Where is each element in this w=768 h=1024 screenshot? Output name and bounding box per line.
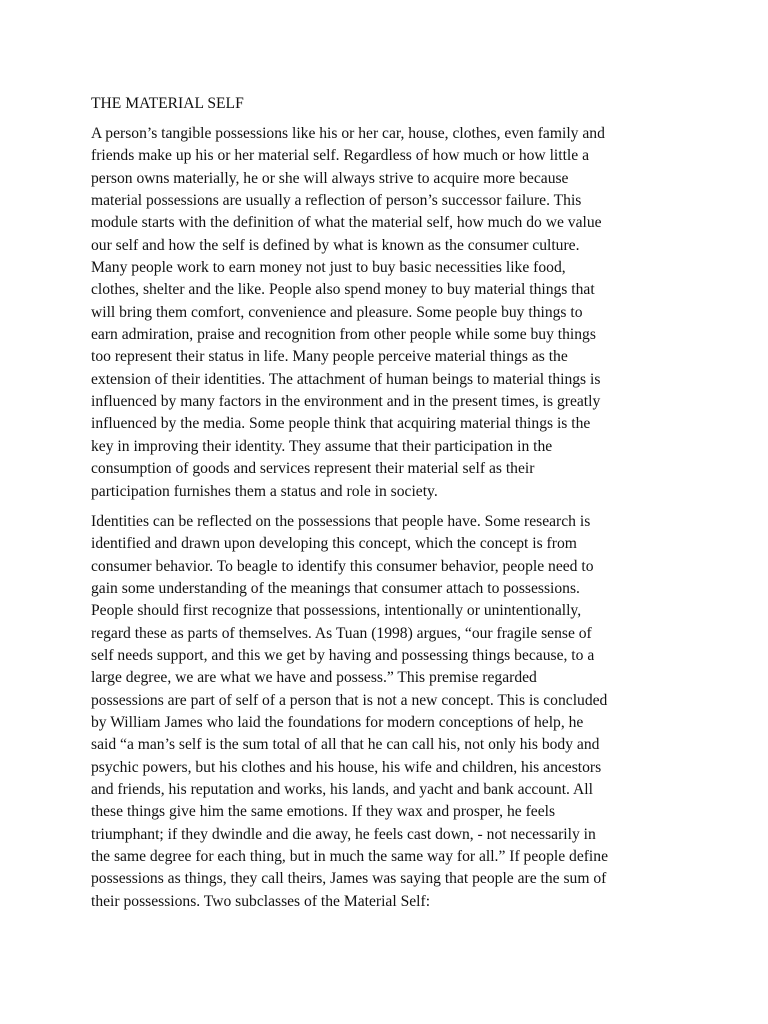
text-line: by William James who laid the foundations for modern conceptions of help, he [91,713,584,731]
text-line: will bring them comfort, convenience and pleasure. Some people buy things to [91,303,583,321]
text-line: said “a man’s self is the sum total of all that he can call his, not only his body and [91,736,600,754]
text-line: People should first recognize that possessions, intentionally or unintentionally, [91,602,582,620]
text-line: and friends, his reputation and works, his lands, and yacht and bank account. All [91,780,593,798]
text-line: identified and drawn upon developing this concept, which the concept is from [91,535,577,553]
text-line: material possessions are usually a reflection of person’s successor failure. This [91,192,582,210]
text-line: module starts with the definition of what the material self, how much do we value [91,214,602,232]
text-line: A person’s tangible possessions like his or her car, house, clothes, even family and [91,125,605,142]
text-line: our self and how the self is defined by what is known as the consumer culture. [91,236,580,254]
text-line: person owns materially, he or she will always strive to acquire more because [91,169,569,187]
paragraph-2 [91,511,681,913]
paragraphs-container [91,123,681,913]
document-title: THE MATERIAL SELF [91,95,244,112]
text-line: influenced by many factors in the environment and in the present times, is greatly [91,393,601,411]
text-line: large degree, we are what we have and possess.” This premise regarded [91,669,537,687]
text-line: regard these as parts of themselves. As Tuan (1998) argues, “our fragile sense of [91,624,592,642]
text-line: Many people work to earn money not just to buy basic necessities like food, [91,259,566,277]
text-line: these things give him the same emotions. If they wax and prosper, he feels [91,803,556,821]
paragraph-1 [91,123,681,503]
text-line: consumption of goods and services represent their material self as their [91,460,535,478]
text-line: consumer behavior. To beagle to identify this consumer behavior, people need to [91,557,594,575]
text-line: Identities can be reflected on the possessions that people have. Some research is [91,512,591,530]
text-line: possessions as things, they call theirs, James was saying that people are the sum of [91,870,607,888]
text-line: influenced by the media. Some people think that acquiring material things is the [91,415,591,433]
text-line: friends make up his or her material self. Regardless of how much or how little a [91,147,589,165]
text-line: clothes, shelter and the like. People also spend money to buy material things that [91,281,595,299]
text-line: possessions are part of self of a person that is not a new concept. This is concluded [91,691,608,709]
text-line: too represent their status in life. Many people perceive material things as the [91,348,568,366]
text-line: key in improving their identity. They assume that their participation in the [91,437,553,455]
text-line: earn admiration, praise and recognition from other people while some buy things [91,326,596,344]
text-line: participation furnishes them a status and role in society. [91,482,438,500]
text-line: their possessions. Two subclasses of the Material Self: [91,892,431,910]
text-line: the same degree for each thing, but in much the same way for all.” If people define [91,848,608,865]
text-line: extension of their identities. The attachment of human beings to material things is [91,370,601,388]
text-line: triumphant; if they dwindle and die away, he feels cast down, - not necessarily in [91,825,596,843]
text-line: psychic powers, but his clothes and his house, his wife and children, his ancestors [91,758,602,776]
text-line: self needs support, and this we get by having and possessing things because, to a [91,646,595,664]
text-line: gain some understanding of the meanings that consumer attach to possessions. [91,579,580,597]
document-body [91,93,681,921]
